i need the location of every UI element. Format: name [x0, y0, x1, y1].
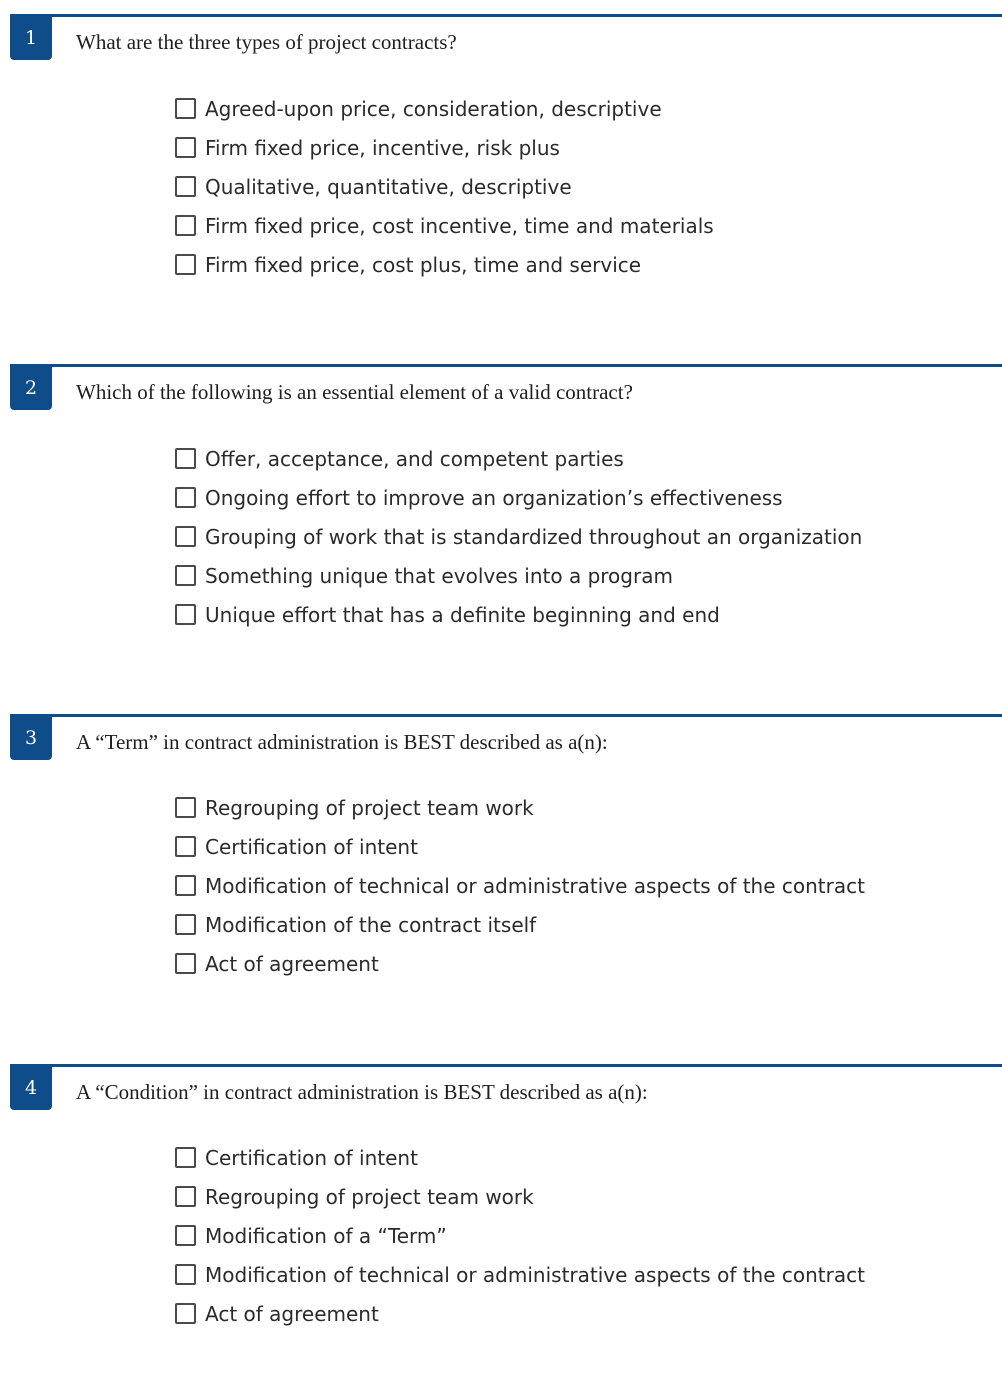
question-2: [0, 350, 1002, 680]
checkbox-icon[interactable]: [175, 836, 196, 857]
option-label: Something unique that evolves into a program: [205, 563, 673, 588]
answer-option[interactable]: [175, 1177, 865, 1216]
checkbox-icon[interactable]: [175, 1303, 196, 1324]
option-label: Modification of a “Term”: [205, 1223, 447, 1248]
options-list: [175, 89, 714, 284]
answer-option[interactable]: [175, 556, 862, 595]
option-label: Agreed-upon price, consideration, descriptive: [205, 96, 662, 121]
options-list: [175, 788, 865, 983]
checkbox-icon[interactable]: [175, 604, 196, 625]
answer-option[interactable]: [175, 517, 862, 556]
answer-option[interactable]: [175, 1138, 865, 1177]
answer-option[interactable]: [175, 439, 862, 478]
answer-option[interactable]: [175, 1255, 865, 1294]
answer-option[interactable]: [175, 788, 865, 827]
checkbox-icon[interactable]: [175, 1186, 196, 1207]
question-number-badge: 1: [10, 17, 52, 60]
option-label: Act of agreement: [205, 1301, 379, 1326]
answer-option[interactable]: [175, 595, 862, 634]
option-label: Act of agreement: [205, 951, 379, 976]
option-label: Unique effort that has a definite beginning and end: [205, 602, 720, 627]
question-text: A “Condition” in contract administration is BEST described as a(n):: [76, 1080, 648, 1104]
question-text: A “Term” in contract administration is BEST described as a(n):: [76, 730, 608, 754]
option-label: Regrouping of project team work: [205, 1184, 534, 1209]
option-label: Grouping of work that is standardized throughout an organization: [205, 524, 863, 549]
answer-option[interactable]: [175, 944, 865, 983]
options-list: [175, 439, 862, 634]
answer-option[interactable]: [175, 866, 865, 905]
question-divider: [10, 1064, 1002, 1067]
option-label: Firm fixed price, incentive, risk plus: [205, 135, 560, 160]
option-label: Modification of technical or administrative aspects of the contract: [205, 1262, 865, 1287]
option-label: Certification of intent: [205, 834, 418, 859]
question-3: [0, 700, 1002, 1030]
answer-option[interactable]: [175, 905, 865, 944]
answer-option[interactable]: [175, 206, 714, 245]
checkbox-icon[interactable]: [175, 797, 196, 818]
checkbox-icon[interactable]: [175, 1264, 196, 1285]
answer-option[interactable]: [175, 128, 714, 167]
checkbox-icon[interactable]: [175, 565, 196, 586]
answer-option[interactable]: [175, 245, 714, 284]
option-label: Regrouping of project team work: [205, 795, 534, 820]
question-text: Which of the following is an essential element of a valid contract?: [76, 380, 633, 404]
question-4: [0, 1050, 1002, 1380]
option-label: Ongoing effort to improve an organization’s effectiveness: [205, 485, 783, 510]
checkbox-icon[interactable]: [175, 1147, 196, 1168]
question-divider: [10, 14, 1002, 17]
checkbox-icon[interactable]: [175, 914, 196, 935]
answer-option[interactable]: [175, 89, 714, 128]
checkbox-icon[interactable]: [175, 1225, 196, 1246]
question-divider: [10, 714, 1002, 717]
checkbox-icon[interactable]: [175, 254, 196, 275]
option-label: Certification of intent: [205, 1145, 418, 1170]
answer-option[interactable]: [175, 478, 862, 517]
checkbox-icon[interactable]: [175, 176, 196, 197]
option-label: Firm fixed price, cost plus, time and service: [205, 252, 642, 277]
answer-option[interactable]: [175, 827, 865, 866]
question-1: [0, 0, 1002, 330]
checkbox-icon[interactable]: [175, 98, 196, 119]
checkbox-icon[interactable]: [175, 953, 196, 974]
option-label: Qualitative, quantitative, descriptive: [205, 174, 572, 199]
answer-option[interactable]: [175, 167, 714, 206]
question-text: What are the three types of project contracts?: [76, 30, 457, 54]
checkbox-icon[interactable]: [175, 875, 196, 896]
options-list: [175, 1138, 865, 1333]
checkbox-icon[interactable]: [175, 137, 196, 158]
checkbox-icon[interactable]: [175, 487, 196, 508]
option-label: Modification of technical or administrative aspects of the contract: [205, 873, 865, 898]
question-number-badge: 3: [10, 717, 52, 760]
question-divider: [10, 364, 1002, 367]
option-label: Modification of the contract itself: [205, 912, 537, 937]
question-number-badge: 2: [10, 367, 52, 410]
checkbox-icon[interactable]: [175, 526, 196, 547]
answer-option[interactable]: [175, 1216, 865, 1255]
checkbox-icon[interactable]: [175, 448, 196, 469]
answer-option[interactable]: [175, 1294, 865, 1333]
question-number-badge: 4: [10, 1067, 52, 1110]
option-label: Firm fixed price, cost incentive, time and materials: [205, 213, 714, 238]
option-label: Offer, acceptance, and competent parties: [205, 446, 624, 471]
checkbox-icon[interactable]: [175, 215, 196, 236]
